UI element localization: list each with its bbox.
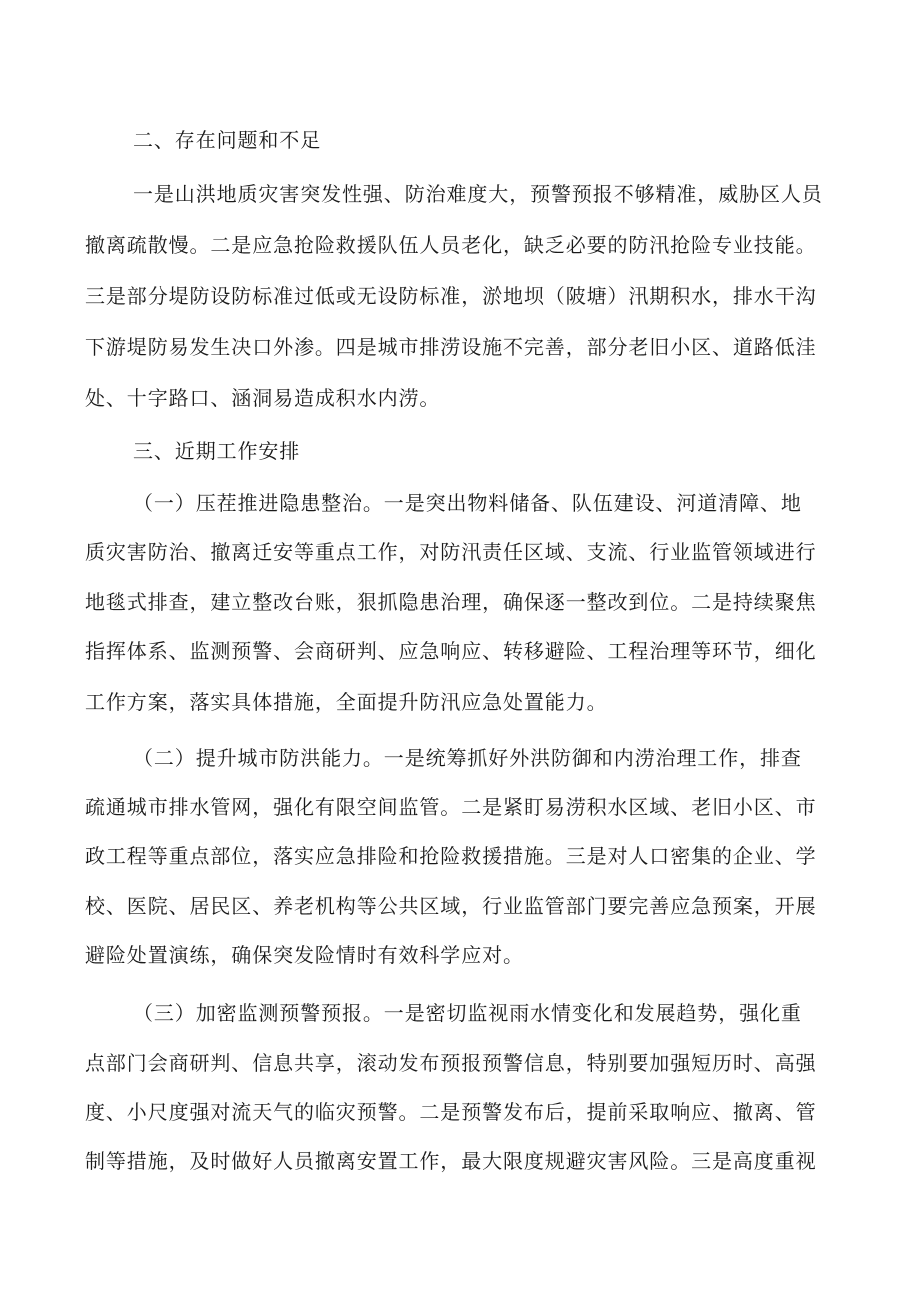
section-heading: 三、近期工作安排 (133, 439, 301, 463)
paragraph-line: 工作方案，落实具体措施，全面提升防汛应急处置能力。 (85, 690, 608, 714)
paragraph-line: 撤离疏散慢。二是应急抢险救援队伍人员老化，缺乏必要的防汛抢险专业技能。 (85, 233, 817, 257)
paragraph-line: 一是山洪地质灾害突发性强、防治难度大，预警预报不够精准，威胁区人员 (133, 182, 823, 206)
paragraph-line: 政工程等重点部位，落实应急排险和抢险救援措施。三是对人口密集的企业、学 (85, 844, 817, 868)
paragraph-line: 质灾害防治、撤离迁安等重点工作，对防汛责任区域、支流、行业监管领域进行 (85, 540, 817, 564)
paragraph-line: 地毯式排查，建立整改台账，狠抓隐患治理，确保逐一整改到位。二是持续聚焦 (85, 590, 817, 614)
paragraph-line: 度、小尺度强对流天气的临灾预警。二是预警发布后，提前采取响应、撤离、管 (85, 1100, 817, 1124)
paragraph-line: 点部门会商研判、信息共享，滚动发布预报预警信息，特别要加强短历时、高强 (85, 1051, 817, 1075)
paragraph-line: 疏通城市排水管网，强化有限空间监管。二是紧盯易涝积水区域、老旧小区、市 (85, 795, 817, 819)
paragraph-line: 处、十字路口、涵洞易造成积水内涝。 (85, 386, 441, 410)
section-heading: 二、存在问题和不足 (133, 128, 322, 152)
paragraph-line: （三）加密监测预警预报。一是密切监视雨水情变化和发展趋势，强化重 (133, 1001, 802, 1025)
paragraph-line: 制等措施，及时做好人员撤离安置工作，最大限度规避灾害风险。三是高度重视 (85, 1149, 817, 1173)
paragraph-line: 指挥体系、监测预警、会商研判、应急响应、转移避险、工程治理等环节，细化 (85, 639, 817, 663)
paragraph-line: 避险处置演练，确保突发险情时有效科学应对。 (85, 943, 524, 967)
paragraph-line: 下游堤防易发生决口外渗。四是城市排涝设施不完善，部分老旧小区、道路低洼 (85, 335, 817, 359)
paragraph-line: （二）提升城市防洪能力。一是统筹抓好外洪防御和内涝治理工作，排查 (133, 746, 802, 770)
paragraph-line: （一）压茬推进隐患整治。一是突出物料储备、队伍建设、河道清障、地 (133, 491, 802, 515)
paragraph-line: 三是部分堤防设防标准过低或无设防标准，淤地坝（陂塘）汛期积水，排水干沟 (85, 284, 817, 308)
paragraph-line: 校、医院、居民区、养老机构等公共区域，行业监管部门要完善应急预案，开展 (85, 894, 817, 918)
